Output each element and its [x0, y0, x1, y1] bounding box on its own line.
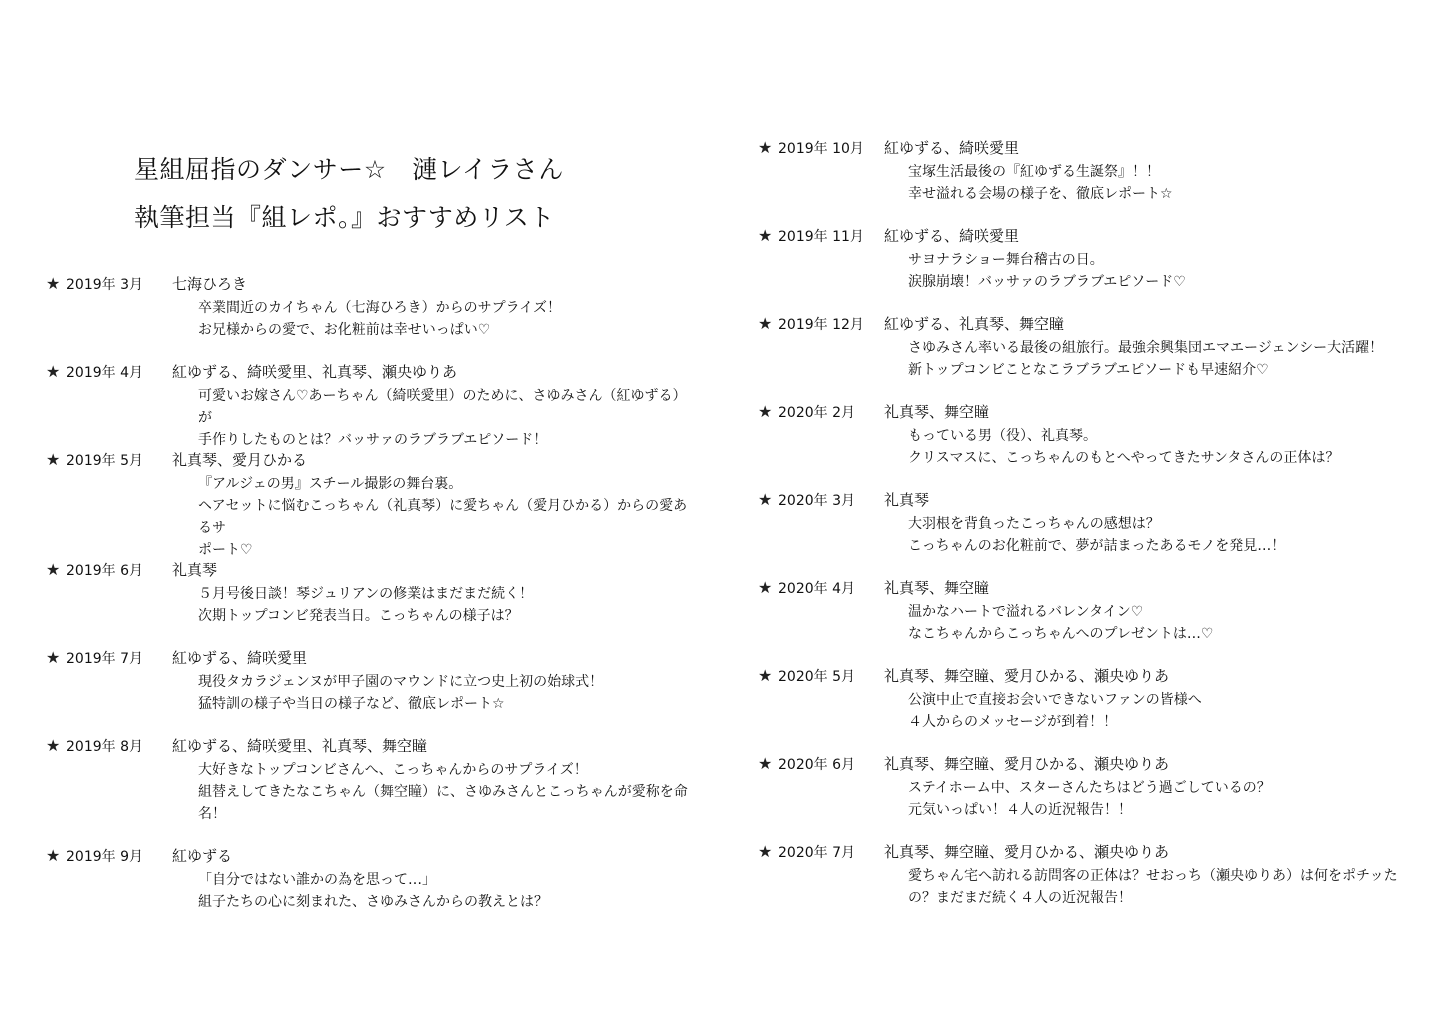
entry-description — [198, 385, 696, 451]
list-item — [46, 647, 696, 715]
description-line: 「自分ではない誰かの為を思って…」 — [198, 872, 436, 888]
description-line: ステイホーム中、スターさんたちはどう過ごしているの？ — [908, 780, 1271, 796]
list-item — [758, 137, 1398, 205]
description-line: サヨナラショー舞台稽古の日。 — [908, 252, 1104, 268]
entry-date: 2020年 5月 — [778, 669, 855, 685]
description-line: お兄様からの愛で、お化粧前は幸せいっぱい♡ — [198, 322, 491, 338]
star-icon: ★ — [758, 490, 773, 509]
entry-header — [758, 489, 1398, 513]
title-line-2: 執筆担当『組レポ。』おすすめリスト — [134, 203, 555, 232]
description-line: 新トップコンビことなこラブラブエピソードも早速紹介♡ — [908, 362, 1269, 378]
entry-description — [908, 337, 1398, 381]
star-icon: ★ — [758, 402, 773, 421]
star-icon: ★ — [46, 560, 61, 579]
description-line: こっちゃんのお化粧前で、夢が詰まったあるモノを発見…！ — [908, 538, 1286, 554]
entry-date: 2019年 9月 — [66, 849, 143, 865]
entry-description — [908, 425, 1398, 469]
entry-description — [908, 777, 1398, 821]
description-line: 組替えしてきたなこちゃん（舞空瞳）に、さゆみさんとこっちゃんが愛称を命 — [198, 784, 688, 800]
description-line: 可愛いお嫁さん♡あーちゃん（綺咲愛里）のために、さゆみさん（紅ゆずる）が — [198, 388, 687, 426]
list-item — [758, 753, 1398, 821]
entry-header — [758, 753, 1398, 777]
description-line: 愛ちゃん宅へ訪れる訪問客の正体は？せおっち（瀬央ゆりあ）は何をポチッた — [908, 868, 1398, 884]
entry-header — [46, 559, 696, 583]
entry-members: 礼真琴、舞空瞳、愛月ひかる、瀬央ゆりあ — [884, 843, 1170, 861]
entry-date: 2019年 7月 — [66, 651, 143, 667]
description-line: クリスマスに、こっちゃんのもとへやってきたサンタさんの正体は？ — [908, 450, 1340, 466]
entry-members: 紅ゆずる、綺咲愛里、礼真琴、舞空瞳 — [172, 737, 428, 755]
entry-date: 2020年 6月 — [778, 757, 855, 773]
description-line: 大羽根を背負ったこっちゃんの感想は？ — [908, 516, 1160, 532]
description-line: 『アルジェの男』スチール撮影の舞台裏。 — [198, 476, 463, 492]
star-icon: ★ — [46, 736, 61, 755]
description-line: 温かなハートで溢れるバレンタイン♡ — [908, 604, 1144, 620]
entry-date: 2019年 10月 — [778, 141, 864, 157]
description-line: 涙腺崩壊！バッサァのラブラブエピソード♡ — [908, 274, 1186, 290]
description-line: の？まだまだ続く４人の近況報告！ — [908, 890, 1132, 906]
entry-description — [198, 297, 696, 341]
entry-members: 紅ゆずる、綺咲愛里、礼真琴、瀬央ゆりあ — [172, 363, 458, 381]
entry-header — [46, 845, 696, 869]
entry-description — [198, 869, 696, 913]
star-icon: ★ — [758, 314, 773, 333]
entry-description — [198, 473, 696, 561]
entry-description — [198, 671, 696, 715]
entry-date: 2019年 8月 — [66, 739, 143, 755]
entry-members: 礼真琴、舞空瞳 — [884, 403, 990, 421]
description-line: 組子たちの心に刻まれた、さゆみさんからの教えとは？ — [198, 894, 548, 910]
entry-header — [46, 449, 696, 473]
description-line: ヘアセットに悩むこっちゃん（礼真琴）に愛ちゃん（愛月ひかる）からの愛あるサ — [198, 498, 688, 536]
description-line: 大好きなトップコンビさんへ、こっちゃんからのサプライズ！ — [198, 762, 588, 778]
list-item — [46, 273, 696, 341]
list-item — [46, 845, 696, 913]
list-item — [758, 577, 1398, 645]
entry-members: 礼真琴、舞空瞳、愛月ひかる、瀬央ゆりあ — [884, 755, 1170, 773]
list-item — [758, 489, 1398, 557]
entry-date: 2019年 5月 — [66, 453, 143, 469]
description-line: なこちゃんからこっちゃんへのプレゼントは…♡ — [908, 626, 1214, 642]
entry-date: 2019年 11月 — [778, 229, 864, 245]
entry-header — [758, 841, 1398, 865]
star-icon: ★ — [46, 274, 61, 293]
description-line: 名！ — [198, 806, 226, 822]
description-line: 公演中止で直接お会いできないファンの皆様へ — [908, 692, 1202, 708]
document-title — [134, 146, 564, 242]
entry-header — [758, 577, 1398, 601]
entry-description — [198, 583, 696, 627]
star-icon: ★ — [758, 666, 773, 685]
entry-date: 2019年 4月 — [66, 365, 143, 381]
list-item — [758, 665, 1398, 733]
description-line: ５月号後日談！琴ジュリアンの修業はまだまだ続く！ — [198, 586, 534, 602]
entry-members: 紅ゆずる — [172, 847, 233, 865]
list-item — [46, 361, 696, 451]
entry-date: 2019年 6月 — [66, 563, 143, 579]
entry-members: 七海ひろき — [172, 275, 248, 293]
entry-header — [46, 273, 696, 297]
description-line: 元気いっぱい！４人の近況報告！！ — [908, 802, 1132, 818]
entry-header — [46, 735, 696, 759]
entry-description — [908, 865, 1398, 909]
description-line: 現役タカラジェンヌが甲子園のマウンドに立つ史上初の始球式！ — [198, 674, 604, 690]
description-line: 卒業間近のカイちゃん（七海ひろき）からのサプライズ！ — [198, 300, 562, 316]
description-line: 手作りしたものとは？バッサァのラブラブエピソード！ — [198, 432, 548, 448]
star-icon: ★ — [758, 842, 773, 861]
list-item — [46, 735, 696, 825]
entry-members: 礼真琴、舞空瞳、愛月ひかる、瀬央ゆりあ — [884, 667, 1170, 685]
entry-members: 礼真琴 — [884, 491, 930, 509]
entry-header — [46, 361, 696, 385]
entry-date: 2020年 2月 — [778, 405, 855, 421]
entry-members: 礼真琴、舞空瞳 — [884, 579, 990, 597]
entry-header — [758, 137, 1398, 161]
entry-date: 2020年 4月 — [778, 581, 855, 597]
list-item — [46, 449, 696, 561]
description-line: 次期トップコンビ発表当日。こっちゃんの様子は？ — [198, 608, 519, 624]
description-line: 猛特訓の様子や当日の様子など、徹底レポート☆ — [198, 696, 505, 712]
list-item — [46, 559, 696, 627]
star-icon: ★ — [46, 450, 61, 469]
list-item — [758, 841, 1398, 909]
list-item — [758, 225, 1398, 293]
entry-description — [908, 689, 1398, 733]
description-line: ポート♡ — [198, 542, 253, 558]
entry-description — [908, 513, 1398, 557]
entry-header — [758, 665, 1398, 689]
entry-members: 礼真琴 — [172, 561, 218, 579]
entry-header — [758, 313, 1398, 337]
star-icon: ★ — [46, 648, 61, 667]
star-icon: ★ — [46, 846, 61, 865]
entry-members: 紅ゆずる、綺咲愛里 — [172, 649, 308, 667]
list-item — [758, 401, 1398, 469]
entry-members: 礼真琴、愛月ひかる — [172, 451, 308, 469]
entry-description — [908, 601, 1398, 645]
title-line-1: 星組屈指のダンサー☆ 漣レイラさん — [134, 155, 564, 184]
entry-date: 2019年 3月 — [66, 277, 143, 293]
entry-members: 紅ゆずる、綺咲愛里 — [884, 139, 1020, 157]
entry-date: 2019年 12月 — [778, 317, 864, 333]
entry-members: 紅ゆずる、礼真琴、舞空瞳 — [884, 315, 1065, 333]
entry-members: 紅ゆずる、綺咲愛里 — [884, 227, 1020, 245]
star-icon: ★ — [758, 578, 773, 597]
entry-header — [46, 647, 696, 671]
entry-description — [198, 759, 696, 825]
description-line: 幸せ溢れる会場の様子を、徹底レポート☆ — [908, 186, 1173, 202]
description-line: もっている男（役）、礼真琴。 — [908, 428, 1097, 444]
description-line: 宝塚生活最後の『紅ゆずる生誕祭』！！ — [908, 164, 1160, 180]
entry-header — [758, 401, 1398, 425]
entry-header — [758, 225, 1398, 249]
star-icon: ★ — [758, 226, 773, 245]
description-line: さゆみさん率いる最後の組旅行。最強余興集団エマエージェンシー大活躍！ — [908, 340, 1384, 356]
entry-description — [908, 161, 1398, 205]
entry-date: 2020年 7月 — [778, 845, 855, 861]
star-icon: ★ — [46, 362, 61, 381]
entry-date: 2020年 3月 — [778, 493, 855, 509]
star-icon: ★ — [758, 138, 773, 157]
star-icon: ★ — [758, 754, 773, 773]
description-line: ４人からのメッセージが到着！！ — [908, 714, 1118, 730]
entry-description — [908, 249, 1398, 293]
list-item — [758, 313, 1398, 381]
